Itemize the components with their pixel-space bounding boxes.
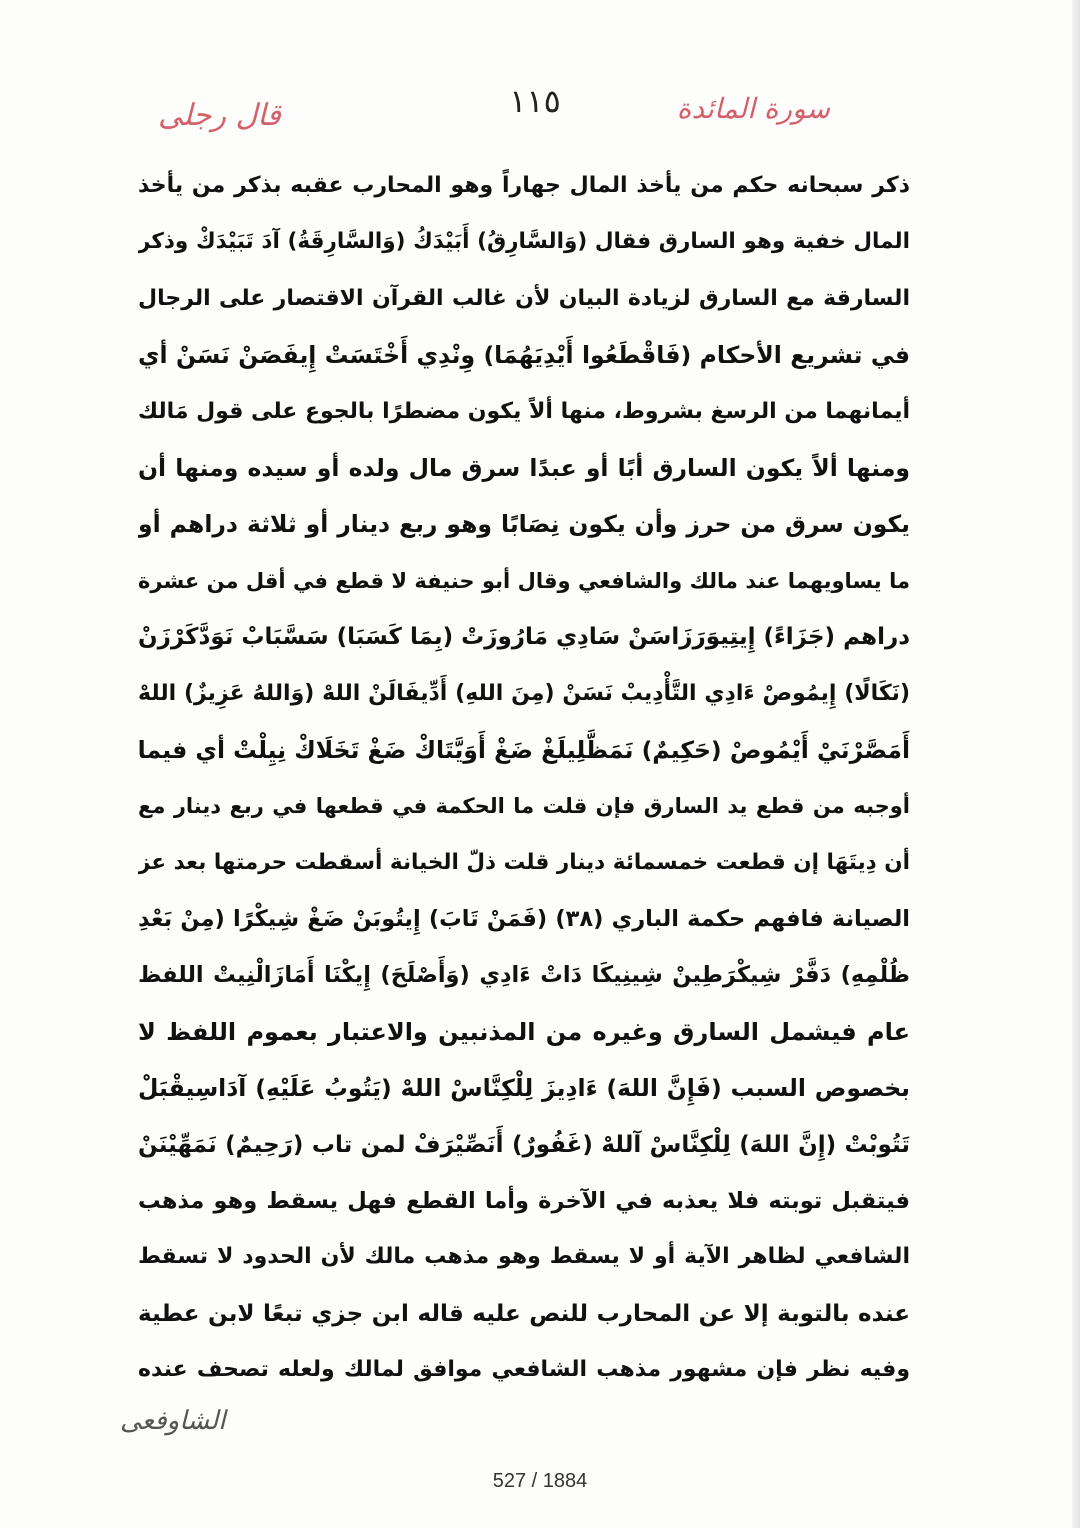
text-line-11: أَمَصَّرْنَيْ أَيْمُوصْ (حَكِيمٌ) نَمَظَّلِيلَغْ ضَغْ أَوَيَّتَاكْ ضَغْ تَخَلَاكْ نِيِلْتْ أي فيما <box>138 735 910 764</box>
text-line-4: في تشريع الأحكام (فَاقْطَعُوا أَيْدِيَهُمَا) وِنْدِي أَخْتَسَتْ إِيفَصَنْ نَسَنْ أي <box>138 341 910 370</box>
text-line-14: الصيانة فافهم حكمة الباري (٣٨) (فَمَنْ تَابَ) إِيتُوبَنْ ضَغْ شِيكْرًا (مِنْ بَعْدِ <box>138 906 910 933</box>
text-line-7: يكون سرق من حرز وأن يكون نِصَابًا وهو ربع دينار أو ثلاثة دراهم أو <box>138 510 910 539</box>
text-line-9: دراهم (جَزَاءً) إِيتِيوَرَزَاسَنْ سَادِي مَارُوزَتْ (بِمَا كَسَبَا) سَسَّبَابْ نَوَدَّكَرْزَنْ <box>138 624 910 651</box>
text-line-13: أن دِيتَهَا إن قطعت خمسمائة دينار قلت ذلّ الخيانة أسقطت حرمتها بعد عز <box>138 849 910 875</box>
text-line-16: عام فيشمل السارق وغيره من المذنبين والاعتبار بعموم اللفظ لا <box>138 1017 910 1046</box>
text-line-19: فيتقبل توبته فلا يعذبه في الآخرة وأما القطع فهل يسقط وهو مذهب <box>138 1188 910 1215</box>
text-line-12: أوجبه من قطع يد السارق فإن قلت ما الحكمة في قطعها في ربع دينار مع <box>138 794 910 819</box>
page-edge-shadow <box>1072 0 1080 1528</box>
text-line-18: تَتُوبْتْ (إِنَّ اللهَ) لِلْكِنَّاسْ آللهْ (غَفُورٌ) أَنَصِّيْرَفْ لمن تاب (رَحِيمٌ) نَمَهِّيْنَنْ <box>138 1131 910 1158</box>
text-line-17: بخصوص السبب (فَإِنَّ اللهَ) ءَادِيزَ لِلْكِنَّاسْ اللهْ (يَتُوبُ عَلَيْهِ) آدَاسِيقْبَلْ <box>138 1074 910 1103</box>
body-text <box>138 158 910 1399</box>
text-line-15: ظُلْمِهِ) دَفَّرْ شِيكْرَطِينْ شِينِيكَا دَاتْ ءَادِي (وَأَصْلَحَ) إِيكْنَا أَمَازَالْنِيتْ اللفظ <box>138 962 910 989</box>
text-line-1: ذكر سبحانه حكم من يأخذ المال جهاراً وهو المحارب عقبه بذكر من يأخذ <box>138 173 910 198</box>
text-line-2: المال خفية وهو السارق فقال (وَالسَّارِقُ) أَبَيْدَكُ (وَالسَّارِقَةُ) آدَ تَبَيْدَكْ وذكر <box>138 229 910 255</box>
text-line-3: السارقة مع السارق لزيادة البيان لأن غالب القرآن الاقتصار على الرجال <box>138 285 910 311</box>
page-counter: 527 / 1884 <box>492 1470 588 1492</box>
text-line-8: ما يساويهما عند مالك والشافعي وقال أبو حنيفة لا قطع في أقل من عشرة <box>138 568 910 593</box>
page-number: ١١٥ <box>509 82 561 120</box>
section-handwritten-note: قال رجلى <box>158 98 281 133</box>
text-line-20: الشافعي لظاهر الآية أو لا يسقط وهو مذهب مالك لأن الحدود لا تسقط <box>138 1244 910 1270</box>
text-line-5: أيمانهما من الرسغ بشروط، منها ألاً يكون مضطرًا بالجوع على قول مَالك <box>138 398 910 424</box>
surah-handwritten-note: سورة المائدة <box>676 92 830 125</box>
text-line-22: وفيه نظر فإن مشهور مذهب الشافعي موافق لمالك ولعله تصحف عنده <box>138 1357 910 1383</box>
handwritten-signature: الشاوفعى <box>120 1406 226 1436</box>
text-line-10: (نَكَالًا) إِيمُوصْ ءَادِي التَّأْدِيبْ نَسَنْ (مِنَ اللهِ) أَدِّيفَالَنْ اللهْ (وَاللهُ عَزِيزٌ) اللهْ <box>138 680 910 706</box>
text-line-21: عنده بالتوبة إلا عن المحارب للنص عليه قاله ابن جزي تبعًا لابن عطية <box>138 1300 910 1327</box>
text-line-6: ومنها ألاً يكون السارق أبًا أو عبدًا سرق مال ولده أو سيده ومنها أن <box>138 453 910 482</box>
